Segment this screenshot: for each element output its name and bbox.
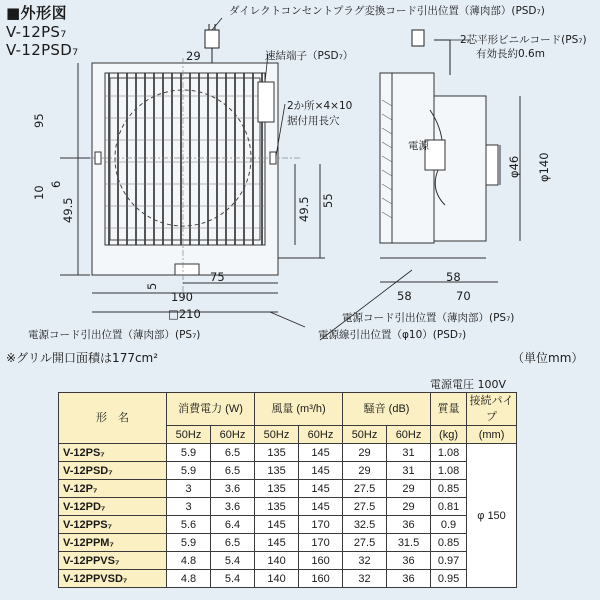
- model-name-2: V-12PSD₇: [6, 41, 79, 59]
- cord-position-right-label: 電源コード引出位置（薄肉部）(PS₇): [342, 312, 515, 324]
- dim-190: 190: [171, 290, 193, 304]
- terminal-label: 速結端子（PSD₇）: [265, 50, 354, 62]
- airflow-60: 145: [299, 480, 343, 498]
- airflow-60: 145: [299, 462, 343, 480]
- dim-6: 6: [49, 180, 63, 188]
- header-noise-50hz: 50Hz: [343, 426, 387, 444]
- dim-10: 10: [32, 185, 46, 200]
- airflow-50: 140: [255, 552, 299, 570]
- noise-60: 36: [387, 552, 431, 570]
- header-noise-60hz: 60Hz: [387, 426, 431, 444]
- airflow-60: 170: [299, 516, 343, 534]
- spec-table: [58, 392, 517, 588]
- row-model: V-12PD₇: [59, 498, 167, 516]
- table-row: [59, 516, 517, 534]
- power-50: 5.9: [167, 444, 211, 462]
- header-pipe: 接続パイプ: [467, 393, 517, 426]
- noise-50: 29: [343, 444, 387, 462]
- airflow-50: 135: [255, 480, 299, 498]
- header-power-50hz: 50Hz: [167, 426, 211, 444]
- header-mass: 質量: [431, 393, 467, 426]
- power-60: 5.4: [211, 552, 255, 570]
- mass: 0.85: [431, 480, 467, 498]
- unit-label: （単位mm）: [512, 351, 584, 365]
- page-title: ■外形図: [6, 4, 68, 22]
- grille-note: ※グリル開口面積は177cm²: [6, 351, 159, 365]
- header-power-60hz: 60Hz: [211, 426, 255, 444]
- noise-50: 27.5: [343, 480, 387, 498]
- airflow-50: 135: [255, 498, 299, 516]
- table-row: [59, 552, 517, 570]
- noise-50: 27.5: [343, 534, 387, 552]
- mass: 1.08: [431, 444, 467, 462]
- side-view: [380, 40, 520, 282]
- power-50: 4.8: [167, 570, 211, 588]
- table-row: [59, 534, 517, 552]
- noise-60: 36: [387, 570, 431, 588]
- noise-50: 32: [343, 570, 387, 588]
- table-row: [59, 570, 517, 588]
- mass: 0.9: [431, 516, 467, 534]
- noise-60: 31: [387, 462, 431, 480]
- power-60: 3.6: [211, 498, 255, 516]
- airflow-50: 140: [255, 570, 299, 588]
- table-row: [59, 498, 517, 516]
- table-row: [59, 480, 517, 498]
- dim-29: 29: [186, 49, 201, 63]
- dim-210: □210: [168, 307, 201, 321]
- noise-50: 32.5: [343, 516, 387, 534]
- header-mass-unit: (kg): [431, 426, 467, 444]
- power-source-label: 電源: [408, 140, 429, 152]
- power-50: 3: [167, 498, 211, 516]
- header-power: 消費電力 (W): [167, 393, 255, 426]
- noise-60: 31: [387, 444, 431, 462]
- airflow-60: 160: [299, 552, 343, 570]
- power-60: 6.4: [211, 516, 255, 534]
- noise-50: 29: [343, 462, 387, 480]
- cord-plug-icon: [412, 30, 424, 46]
- power-50: 5.6: [167, 516, 211, 534]
- header-pipe-unit: (mm): [467, 426, 517, 444]
- airflow-50: 135: [255, 462, 299, 480]
- noise-60: 31.5: [387, 534, 431, 552]
- row-model: V-12PPM₇: [59, 534, 167, 552]
- row-model: V-12P₇: [59, 480, 167, 498]
- mass: 1.08: [431, 462, 467, 480]
- table-row: [59, 462, 517, 480]
- row-model: V-12PPVSD₇: [59, 570, 167, 588]
- cord-position-left-label: 電源コード引出位置（薄肉部）(PS₇): [28, 329, 201, 341]
- noise-60: 29: [387, 498, 431, 516]
- row-model: V-12PSD₇: [59, 462, 167, 480]
- mount-holes-label-2: 据付用長穴: [287, 115, 340, 127]
- dim-5: 5: [145, 282, 159, 290]
- power-50: 5.9: [167, 462, 211, 480]
- mass: 0.85: [431, 534, 467, 552]
- mass: 0.95: [431, 570, 467, 588]
- airflow-60: 145: [299, 444, 343, 462]
- airflow-50: 135: [255, 444, 299, 462]
- dim-70: 70: [456, 289, 471, 303]
- airflow-60: 170: [299, 534, 343, 552]
- power-50: 5.9: [167, 534, 211, 552]
- noise-60: 29: [387, 480, 431, 498]
- power-50: 3: [167, 480, 211, 498]
- voltage-label: 電源電圧 100V: [430, 378, 507, 391]
- row-model: V-12PPVS₇: [59, 552, 167, 570]
- effective-length-label: 有効長約0.6m: [476, 48, 545, 60]
- power-60: 5.4: [211, 570, 255, 588]
- mount-holes-label-1: 2か所×4×10: [287, 100, 353, 112]
- power-60: 6.5: [211, 444, 255, 462]
- table-row: [59, 444, 517, 462]
- header-model: 形 名: [59, 393, 167, 444]
- dim-49-5-left: 49.5: [61, 197, 75, 223]
- vinyl-cord-label: 2芯平形ビニルコード(PS₇): [460, 34, 587, 46]
- header-airflow-60hz: 60Hz: [299, 426, 343, 444]
- power-60: 6.5: [211, 534, 255, 552]
- airflow-60: 145: [299, 498, 343, 516]
- header-airflow: 風量 (m³/h): [255, 393, 343, 426]
- power-50: 4.8: [167, 552, 211, 570]
- power-60: 6.5: [211, 462, 255, 480]
- dim-phi46: φ46: [507, 155, 521, 178]
- airflow-60: 160: [299, 570, 343, 588]
- pipe-diameter: φ 150: [467, 444, 517, 588]
- model-name-1: V-12PS₇: [6, 23, 67, 41]
- mass: 0.81: [431, 498, 467, 516]
- airflow-50: 145: [255, 516, 299, 534]
- dim-95: 95: [32, 113, 46, 128]
- plug-position-label: ダイレクトコンセントプラグ変換コード引出位置（薄肉部）(PSD₇): [229, 5, 545, 17]
- dim-49-5-mid: 49.5: [297, 196, 311, 222]
- noise-60: 36: [387, 516, 431, 534]
- dim-58-bottom: 58: [397, 289, 412, 303]
- row-model: V-12PS₇: [59, 444, 167, 462]
- wire-position-label: 電源線引出位置（φ10）(PSD₇): [318, 329, 467, 341]
- airflow-50: 145: [255, 534, 299, 552]
- noise-50: 27.5: [343, 498, 387, 516]
- header-airflow-50hz: 50Hz: [255, 426, 299, 444]
- mass: 0.97: [431, 552, 467, 570]
- row-model: V-12PPS₇: [59, 516, 167, 534]
- dim-phi140: φ140: [537, 152, 551, 182]
- power-60: 3.6: [211, 480, 255, 498]
- dim-58-top: 58: [446, 270, 461, 284]
- dim-75: 75: [210, 270, 225, 284]
- front-view: [60, 58, 325, 312]
- dim-55: 55: [321, 193, 335, 208]
- noise-50: 32: [343, 552, 387, 570]
- header-noise: 騒音 (dB): [343, 393, 431, 426]
